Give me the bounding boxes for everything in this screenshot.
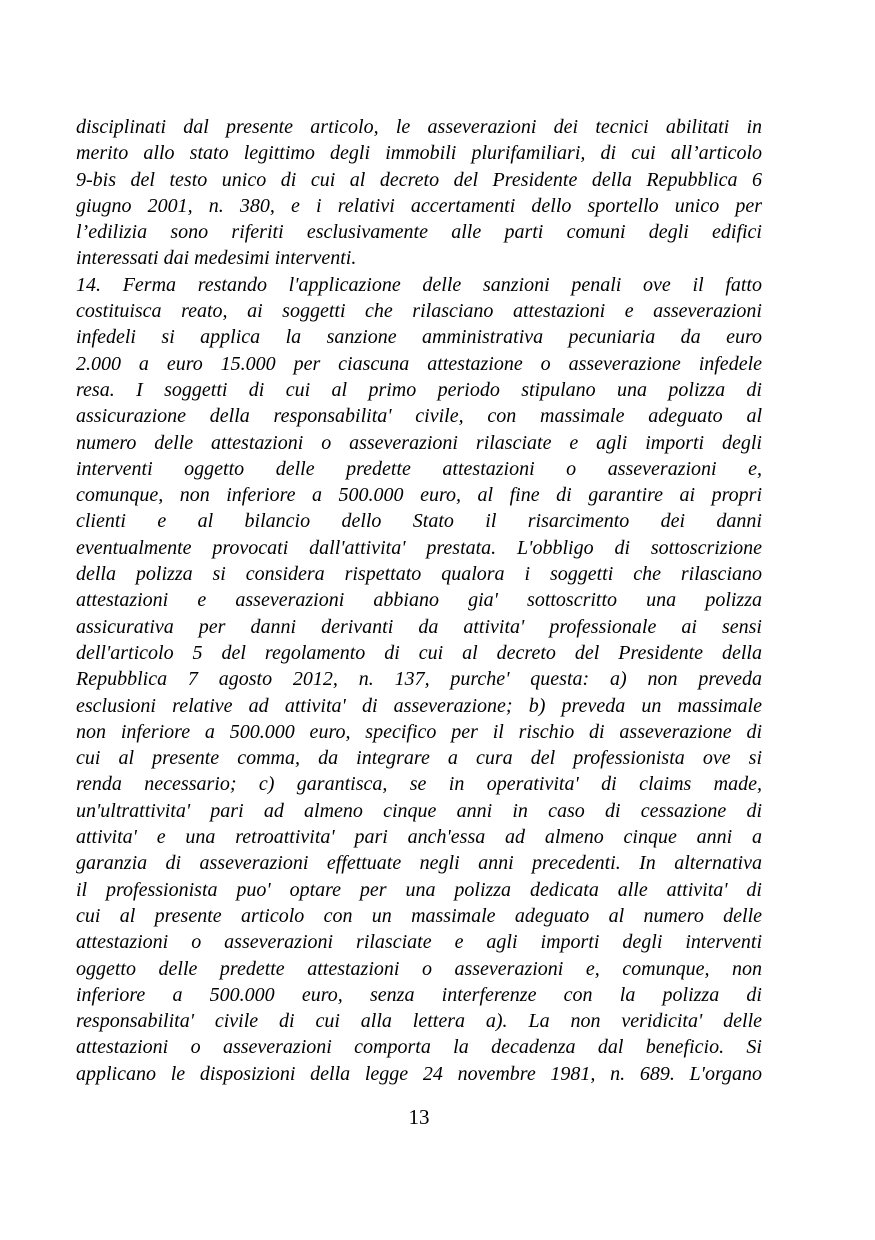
text-line: esclusioni relative ad attivita' di asseverazione; b) preveda un massimale: [76, 694, 762, 717]
text-line: assicurazione della responsabilita' civile, con massimale adeguato al: [76, 405, 762, 428]
text-line: cui al presente comma, da integrare a cura del professionista ove si: [76, 747, 762, 770]
text-line: dell'articolo 5 del regolamento di cui al decreto del Presidente della: [76, 641, 762, 664]
page-number: 13: [408, 1105, 430, 1129]
text-line: inferiore a 500.000 euro, senza interferenze con la polizza di: [76, 983, 762, 1006]
text-line: eventualmente provocati dall'attivita' prestata. L'obbligo di sottoscrizione: [76, 536, 762, 559]
text-line: 2.000 a euro 15.000 per ciascuna attestazione o asseverazione infedele: [76, 352, 762, 375]
text-line: Repubblica 7 agosto 2012, n. 137, purche' questa: a) non preveda: [76, 668, 762, 691]
text-line: applicano le disposizioni della legge 24 novembre 1981, n. 689. L'organo: [76, 1062, 762, 1085]
text-line: l’edilizia sono riferiti esclusivamente alle parti comuni degli edifici: [76, 221, 762, 244]
text-line: non inferiore a 500.000 euro, specifico per il rischio di asseverazione di: [76, 720, 762, 743]
text-line: 14. Ferma restando l'applicazione delle sanzioni penali ove il fatto: [76, 273, 762, 296]
text-line: oggetto delle predette attestazioni o asseverazioni e, comunque, non: [76, 957, 762, 980]
text-line: clienti e al bilancio dello Stato il risarcimento dei danni: [76, 510, 762, 533]
text-line: disciplinati dal presente articolo, le asseverazioni dei tecnici abilitati in: [76, 116, 762, 138]
text-line: attestazioni e asseverazioni abbiano gia' sottoscritto una polizza: [76, 589, 762, 612]
text-line: attestazioni o asseverazioni comporta la decadenza dal beneficio. Si: [76, 1036, 762, 1059]
text-line: giugno 2001, n. 380, e i relativi accertamenti dello sportello unico per: [76, 194, 762, 217]
text-line: resa. I soggetti di cui al primo periodo stipulano una polizza di: [76, 378, 762, 401]
text-line: comunque, non inferiore a 500.000 euro, al fine di garantire ai propri: [76, 484, 762, 507]
text-line: un'ultrattivita' pari ad almeno cinque anni in caso di cessazione di: [76, 799, 762, 822]
comma-14: [76, 272, 762, 1087]
text-line: cui al presente articolo con un massimale adeguato al numero delle: [76, 904, 762, 927]
text-line: garanzia di asseverazioni effettuate negli anni precedenti. In alternativa: [76, 852, 762, 875]
text-line: renda necessario; c) garantisca, se in operativita' di claims made,: [76, 773, 762, 796]
comma-13-continuation: [76, 114, 762, 272]
text-line: interessati dai medesimi interventi.: [76, 247, 357, 270]
text-line: attivita' e una retroattivita' pari anch'essa ad almeno cinque anni a: [76, 826, 762, 849]
text-line: infedeli si applica la sanzione amministrativa pecuniaria da euro: [76, 326, 762, 349]
text-line: della polizza si considera rispettato qualora i soggetti che rilasciano: [76, 563, 762, 586]
text-line: costituisca reato, ai soggetti che rilasciano attestazioni e asseverazioni: [76, 300, 762, 323]
text-line: 9-bis del testo unico di cui al decreto del Presidente della Repubblica 6: [76, 168, 762, 191]
text-line: assicurativa per danni derivanti da attivita' professionale ai sensi: [76, 615, 762, 638]
text-line: attestazioni o asseverazioni rilasciate e agli importi degli interventi: [76, 931, 762, 954]
text-line: merito allo stato legittimo degli immobili plurifamiliari, di cui all’articolo: [76, 142, 762, 165]
text-line: il professionista puo' optare per una polizza dedicata alle attivita' di: [76, 878, 762, 901]
text-line: responsabilita' civile di cui alla lettera a). La non veridicita' delle: [76, 1010, 762, 1033]
text-line: numero delle attestazioni o asseverazioni rilasciate e agli importi degli: [76, 431, 762, 454]
document-body: [76, 114, 762, 1087]
text-line: interventi oggetto delle predette attestazioni o asseverazioni e,: [76, 457, 762, 480]
